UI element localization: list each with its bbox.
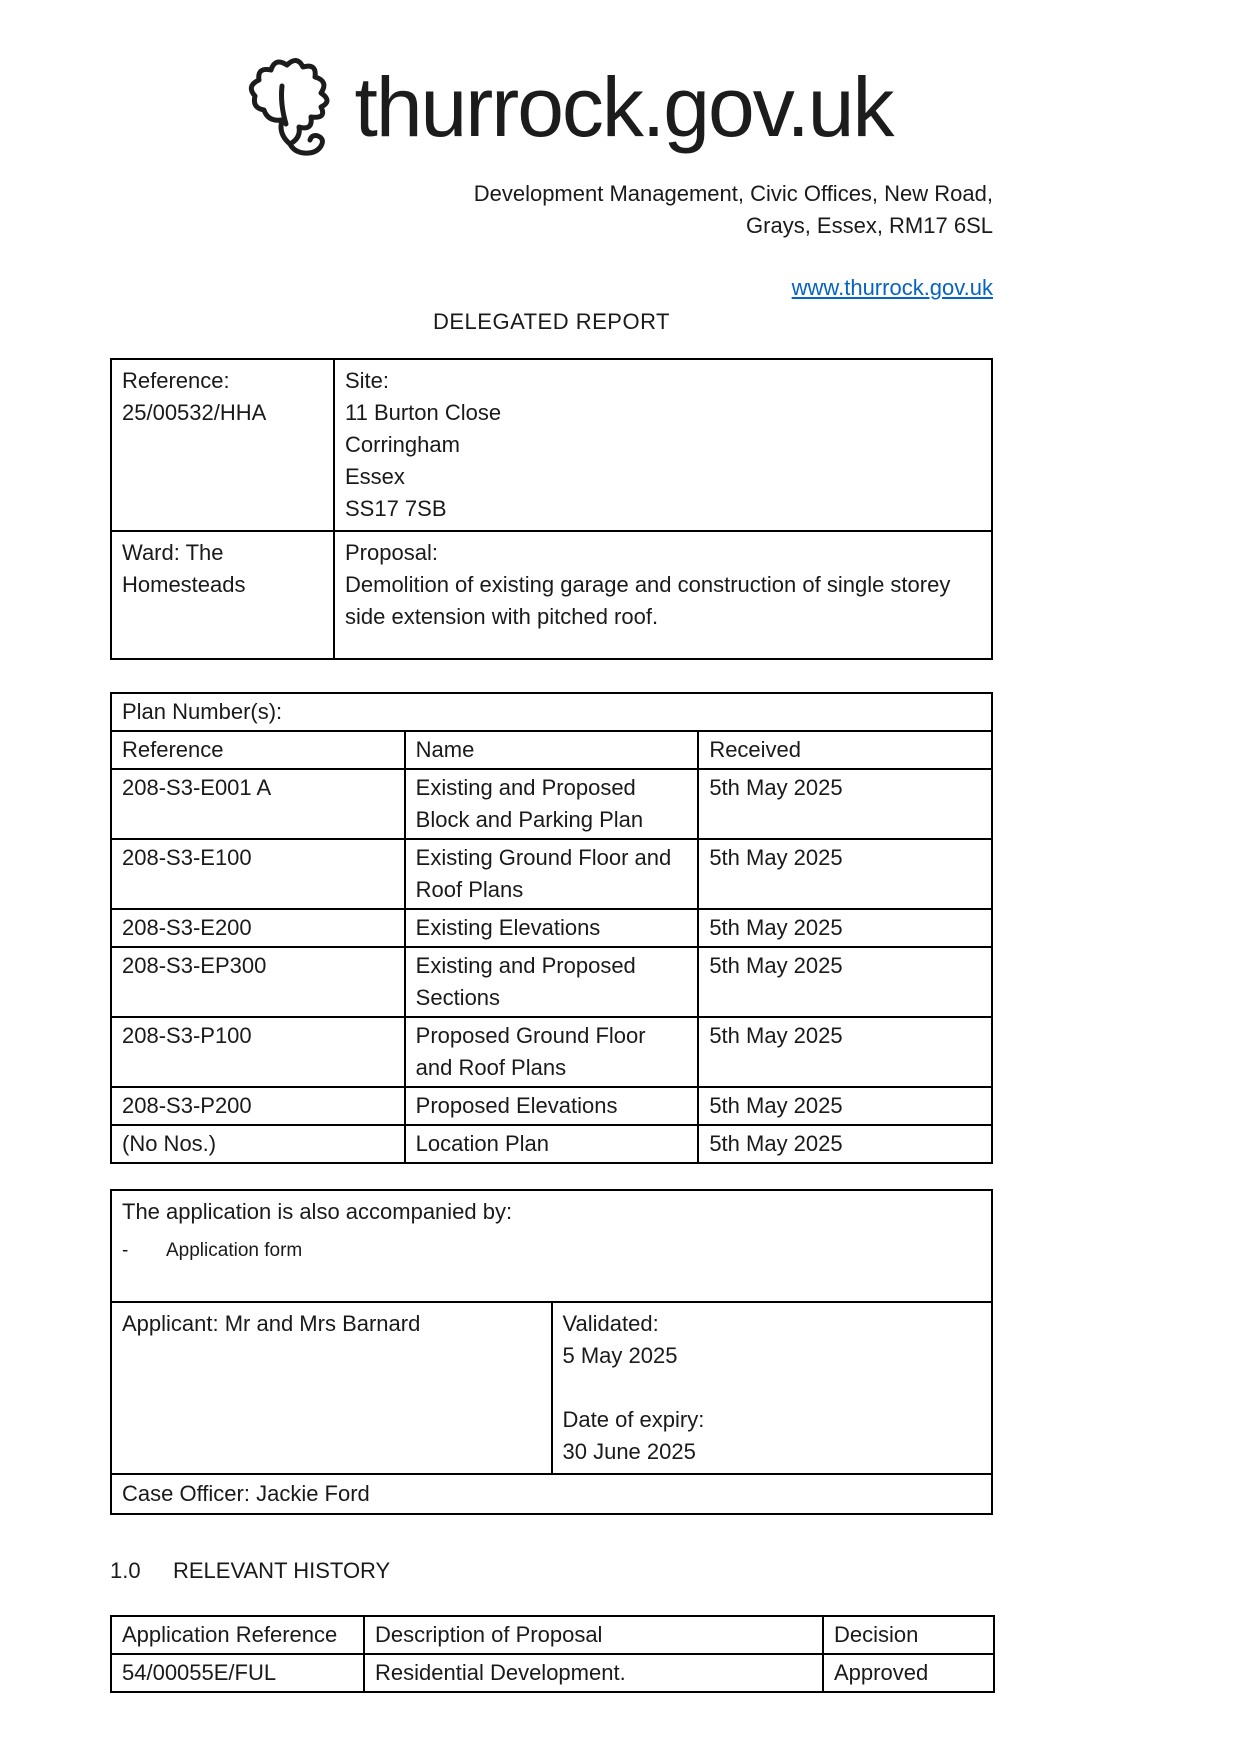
plan-received-cell: 5th May 2025 xyxy=(698,1017,992,1087)
plan-ref-cell: 208-S3-E001 A xyxy=(111,769,405,839)
reference-site-table xyxy=(110,358,993,660)
website-row xyxy=(110,272,993,304)
proposal-label: Proposal: xyxy=(345,540,438,565)
plan-row xyxy=(111,769,992,839)
relevant-history-table xyxy=(110,1615,995,1693)
spacer xyxy=(563,1372,982,1404)
plans-header-reference: Reference xyxy=(111,731,405,769)
plan-received-cell: 5th May 2025 xyxy=(698,947,992,1017)
address-line-1: Development Management, Civic Offices, New Road, xyxy=(473,181,993,206)
section-number: 1.0 xyxy=(110,1558,141,1583)
validated-cell xyxy=(552,1302,993,1474)
plan-name-cell: Existing Elevations xyxy=(405,909,699,947)
application-details-table xyxy=(110,1189,993,1515)
site-label: Site: xyxy=(345,368,390,393)
reference-value: 25/00532/HHA xyxy=(122,400,267,425)
history-header-description: Description of Proposal xyxy=(364,1616,823,1654)
accompanied-cell xyxy=(111,1190,992,1302)
expiry-label: Date of expiry: xyxy=(562,1407,705,1432)
plans-header-name: Name xyxy=(405,731,699,769)
logo-text: thurrock.gov.uk xyxy=(354,60,893,154)
applicant-cell: Applicant: Mr and Mrs Barnard xyxy=(111,1302,552,1474)
plan-ref-cell: 208-S3-E100 xyxy=(111,839,405,909)
reference-site-row xyxy=(111,359,992,531)
site-line: SS17 7SB xyxy=(345,496,447,521)
site-cell xyxy=(334,359,992,531)
case-officer-row xyxy=(111,1474,992,1514)
section-heading-relevant-history xyxy=(110,1555,993,1587)
plan-name-cell: Proposed Ground Floor and Roof Plans xyxy=(405,1017,699,1087)
plan-name-cell: Existing and Proposed Block and Parking Plan xyxy=(405,769,699,839)
plan-row xyxy=(111,909,992,947)
document-page xyxy=(110,0,993,1693)
oak-leaf-logo-icon xyxy=(240,54,340,160)
plan-numbers-table xyxy=(110,692,993,1164)
expiry-value: 30 June 2025 xyxy=(562,1439,696,1464)
logo xyxy=(140,52,993,162)
reference-label: Reference: xyxy=(122,368,230,393)
plan-ref-cell: 208-S3-E200 xyxy=(111,909,405,947)
validated-value: 5 May 2025 xyxy=(562,1343,678,1368)
history-header-row xyxy=(111,1616,994,1654)
report-title: DELEGATED REPORT xyxy=(432,309,670,334)
history-decision-cell: Approved xyxy=(823,1654,994,1692)
accompanied-intro: The application is also accompanied by: xyxy=(122,1199,513,1224)
plan-name-cell: Location Plan xyxy=(405,1125,699,1163)
reference-cell xyxy=(111,359,334,531)
case-officer-cell: Case Officer: Jackie Ford xyxy=(111,1474,992,1514)
plans-title-cell: Plan Number(s): xyxy=(111,693,992,731)
plan-row xyxy=(111,1017,992,1087)
ward-proposal-row xyxy=(111,531,992,659)
section-title: RELEVANT HISTORY xyxy=(173,1558,391,1583)
plan-received-cell: 5th May 2025 xyxy=(698,839,992,909)
history-ref-cell: 54/00055E/FUL xyxy=(111,1654,364,1692)
plan-name-cell: Existing and Proposed Sections xyxy=(405,947,699,1017)
plan-row xyxy=(111,947,992,1017)
history-description-cell: Residential Development. xyxy=(364,1654,823,1692)
accompanied-row xyxy=(111,1190,992,1302)
validated-label: Validated: xyxy=(562,1311,659,1336)
plan-name-cell: Existing Ground Floor and Roof Plans xyxy=(405,839,699,909)
plan-received-cell: 5th May 2025 xyxy=(698,1087,992,1125)
address-line-2: Grays, Essex, RM17 6SL xyxy=(746,213,993,238)
plan-row xyxy=(111,1087,992,1125)
history-header-decision: Decision xyxy=(823,1616,994,1654)
plan-received-cell: 5th May 2025 xyxy=(698,909,992,947)
plan-received-cell: 5th May 2025 xyxy=(698,1125,992,1163)
plans-title-row xyxy=(111,693,992,731)
proposal-cell xyxy=(334,531,992,659)
bullet-dash: - xyxy=(122,1240,129,1261)
plans-header-row xyxy=(111,731,992,769)
plan-ref-cell: (No Nos.) xyxy=(111,1125,405,1163)
proposal-text: Demolition of existing garage and construction of single storey side extension with pitched roof. xyxy=(345,572,951,629)
department-address xyxy=(110,178,993,242)
history-header-reference: Application Reference xyxy=(111,1616,364,1654)
plan-ref-cell: 208-S3-EP300 xyxy=(111,947,405,1017)
plan-ref-cell: 208-S3-P100 xyxy=(111,1017,405,1087)
applicant-row xyxy=(111,1302,992,1474)
site-line: Essex xyxy=(345,464,405,489)
plan-received-cell: 5th May 2025 xyxy=(698,769,992,839)
history-row xyxy=(111,1654,994,1692)
accompanied-item-label: Application form xyxy=(166,1240,303,1261)
site-line: 11 Burton Close xyxy=(345,400,502,425)
plan-row xyxy=(111,1125,992,1163)
plans-header-received: Received xyxy=(698,731,992,769)
site-line: Corringham xyxy=(345,432,460,457)
plan-ref-cell: 208-S3-P200 xyxy=(111,1087,405,1125)
website-link[interactable]: www.thurrock.gov.uk xyxy=(791,275,993,300)
accompanied-item xyxy=(122,1238,981,1264)
plan-name-cell: Proposed Elevations xyxy=(405,1087,699,1125)
ward-cell: Ward: The Homesteads xyxy=(111,531,334,659)
plan-row xyxy=(111,839,992,909)
